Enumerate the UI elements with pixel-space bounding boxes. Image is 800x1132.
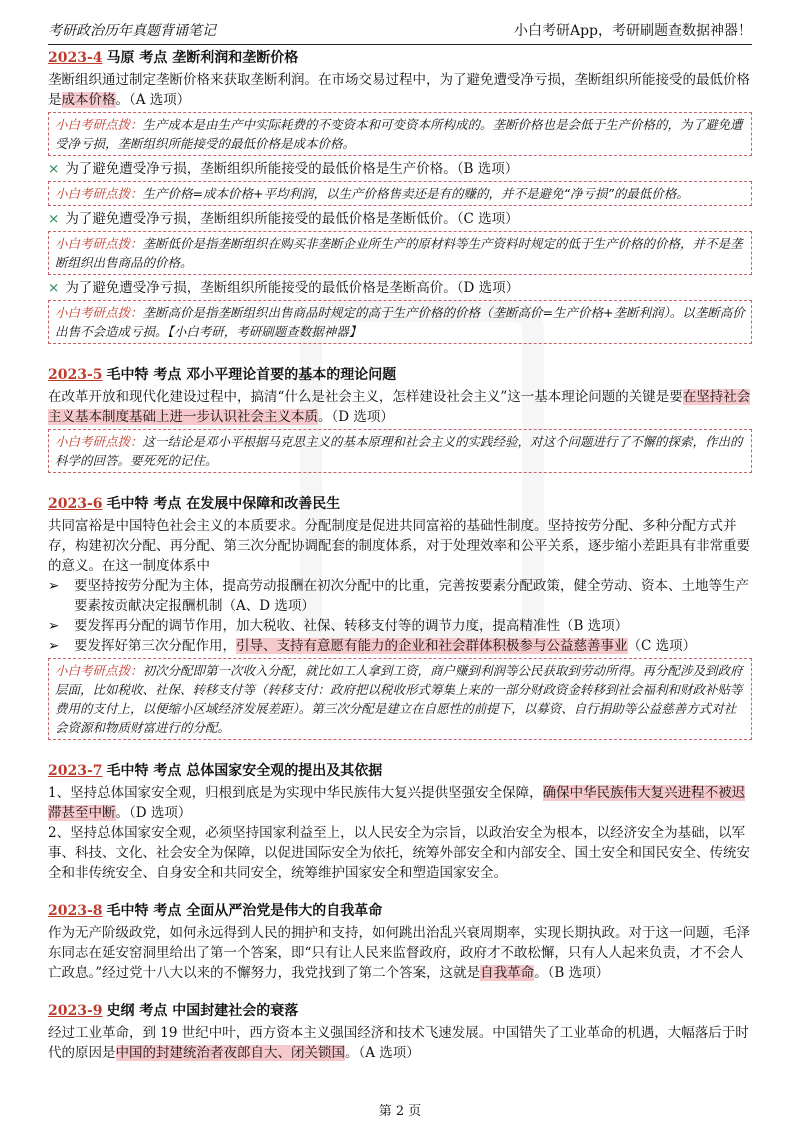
year-tag: 2023-9: [48, 1003, 103, 1019]
highlight: 成本价格: [61, 92, 116, 108]
section-title: [48, 365, 752, 385]
section-title: [48, 48, 752, 68]
section-title: [48, 494, 752, 514]
section-heading: 毛中特 考点 全面从严治党是伟大的自我革命: [106, 903, 383, 919]
section-heading: 马原 考点 垄断利润和垄断价格: [106, 50, 299, 66]
tip-box: 小白考研点拨：垄断低价是指垄断组织在购买非垄断企业所生产的原材料等生产资料时规定的低于生产价格的价格，并不是垄断组织出售商品的价格。: [48, 231, 752, 275]
header-title: 考研政治历年真题背诵笔记: [48, 23, 216, 39]
section-2023-7: [48, 761, 752, 883]
paragraph: 经过工业革命，到 19 世纪中叶，西方资本主义强国经济和技术飞速发展。中国错失了工业革命的机遇，大幅落后于时代的原因是中国的封建统治者夜郎自大、闭关锁国。（A 选项）: [48, 1025, 749, 1061]
section-title: [48, 1001, 752, 1021]
highlight: 中国的封建统治者夜郎自大、闭关锁国: [115, 1045, 345, 1061]
paragraph: 垄断组织通过制定垄断价格来获取垄断利润。在市场交易过程中，为了避免遭受净亏损，垄断组织所能接受的最低价格是成本价格。（A 选项）: [48, 72, 750, 108]
bullet-item: ➢ 要发挥好第三次分配作用，引导、支持有意愿有能力的企业和社会群体积极参与公益慈善事业（C 选项）: [48, 638, 697, 654]
section-2023-8: [48, 901, 752, 983]
paragraph: 1、坚持总体国家安全观，归根到底是为实现中华民族伟大复兴提供坚强安全保障，确保中华民族伟大复兴进程不被迟滞甚至中断。（D 选项）: [48, 785, 746, 821]
highlight: 引导、支持有意愿有能力的企业和社会群体积极参与公益慈善事业: [236, 638, 628, 654]
year-tag: 2023-8: [48, 903, 103, 919]
section-2023-6: [48, 494, 752, 740]
year-tag: 2023-7: [48, 763, 103, 779]
page-header: [48, 14, 752, 45]
arrow-icon: ➢: [48, 638, 60, 654]
section-heading: 毛中特 考点 总体国家安全观的提出及其依据: [106, 763, 383, 779]
page-content: [48, 48, 752, 1063]
wrong-option: × 为了避免遭受净亏损，垄断组织所能接受的最低价格是垄断低价。（C 选项）: [48, 211, 519, 227]
cross-icon: ×: [48, 211, 60, 227]
bullet-item: ➢ 要坚持按劳分配为主体，提高劳动报酬在初次分配中的比重，完善按要素分配政策，健全劳动、资本、土地等生产要素按贡献决定报酬机制（A、D 选项）: [48, 578, 749, 614]
header-promo: 小白考研App，考研刷题查数据神器！: [513, 23, 752, 39]
section-heading: 毛中特 考点 邓小平理论首要的基本的理论问题: [106, 367, 397, 383]
tip-box: 小白考研点拨：这一结论是邓小平根据马克思主义的基本原理和社会主义的实践经验，对这个问题进行了不懈的探索，作出的科学的回答。要死死的记住。: [48, 429, 752, 473]
year-tag: 2023-6: [48, 496, 103, 512]
wrong-option: × 为了避免遭受净亏损，垄断组织所能接受的最低价格是垄断高价。（D 选项）: [48, 280, 520, 296]
page-number: 第 2 页: [378, 1104, 422, 1119]
bullet-item: ➢ 要发挥再分配的调节作用，加大税收、社保、转移支付等的调节力度，提高精准性（B 选项）: [48, 618, 629, 634]
paragraph: 在改革开放和现代化建设过程中，搞清“什么是社会主义，怎样建设社会主义”这一基本理论问题的关键是要在坚持社会主义基本制度基础上进一步认识社会主义本质。（D 选项）: [48, 389, 751, 425]
year-tag: 2023-5: [48, 367, 103, 383]
highlight: 自我革命: [480, 965, 535, 981]
wrong-option: × 为了避免遭受净亏损，垄断组织所能接受的最低价格是生产价格。（B 选项）: [48, 161, 519, 177]
year-tag: 2023-4: [48, 50, 103, 66]
section-2023-5: [48, 365, 752, 473]
paragraph: 作为无产阶级政党，如何永远得到人民的拥护和支持，如何跳出治乱兴衰周期率，实现长期执政。对于这一问题，毛泽东同志在延安窑洞里给出了第一个答案，即“只有让人民来监督政府，政府才不敢松懈，只有人人起来负责，才不会人亡政息。”经过党十八大以来的不懈努力，我党找到了第二个答案，这就是自我革命。（B 选项）: [48, 925, 750, 981]
arrow-icon: ➢: [48, 578, 60, 594]
arrow-icon: ➢: [48, 618, 60, 634]
section-title: [48, 901, 752, 921]
tip-box: 小白考研点拨：垄断高价是指垄断组织出售商品时规定的高于生产价格的价格（垄断高价=生产价格+垄断利润）。以垄断高价出售不会造成亏损。【小白考研，考研刷题查数据神器】: [48, 300, 752, 344]
cross-icon: ×: [48, 280, 60, 296]
cross-icon: ×: [48, 161, 60, 177]
tip-box: 小白考研点拨：生产成本是由生产中实际耗费的不变资本和可变资本所构成的。垄断价格也是会低于生产价格的，为了避免遭受净亏损，垄断组织所能接受的最低价格是成本价格。: [48, 112, 752, 156]
tip-box: 小白考研点拨：生产价格=成本价格+平均利润，以生产价格售卖还是有的赚的，并不是避免“净亏损”的最低价格。: [48, 181, 752, 206]
section-heading: 毛中特 考点 在发展中保障和改善民生: [106, 496, 341, 512]
section-2023-9: [48, 1001, 752, 1063]
section-2023-4: [48, 48, 752, 344]
highlight: 确保中华民族伟大复兴进程不被迟滞甚至中断: [48, 785, 746, 821]
section-title: [48, 761, 752, 781]
section-heading: 史纲 考点 中国封建社会的衰落: [106, 1003, 299, 1019]
highlight: 在坚持社会主义基本制度基础上进一步认识社会主义本质: [48, 389, 751, 425]
paragraph: 2、坚持总体国家安全观，必须坚持国家利益至上，以人民安全为宗旨，以政治安全为根本，以经济安全为基础，以军事、科技、文化、社会安全为保障，以促进国际安全为依托，统筹外部安全和内部安全、国土安全和国民安全、传统安全和非传统安全、自身安全和共同安全，统筹维护国家安全和塑造国家安全。: [48, 825, 750, 881]
tip-box: 小白考研点拨：初次分配即第一次收入分配，就比如工人拿到工资，商户赚到利润等公民获取到劳动所得。再分配涉及到政府层面，比如税收、社保、转移支付等（转移支付：政府把以税收形式筹集上来的一部分财政资金转移到社会福利和财政补贴等费用的支付上，以便缩小区域经济发展差距）。第三次分配是建立在自愿性的前提下，以募资、自行捐助等公益慈善方式对社会资源和物质财富进行的分配。: [48, 658, 752, 740]
paragraph: 共同富裕是中国特色社会主义的本质要求。分配制度是促进共同富裕的基础性制度。坚持按劳分配、多种分配方式并存，构建初次分配、再分配、第三次分配协调配套的制度体系，对于处理效率和公平关系，逐步缩小差距具有非常重要的意义。在这一制度体系中: [48, 518, 750, 574]
